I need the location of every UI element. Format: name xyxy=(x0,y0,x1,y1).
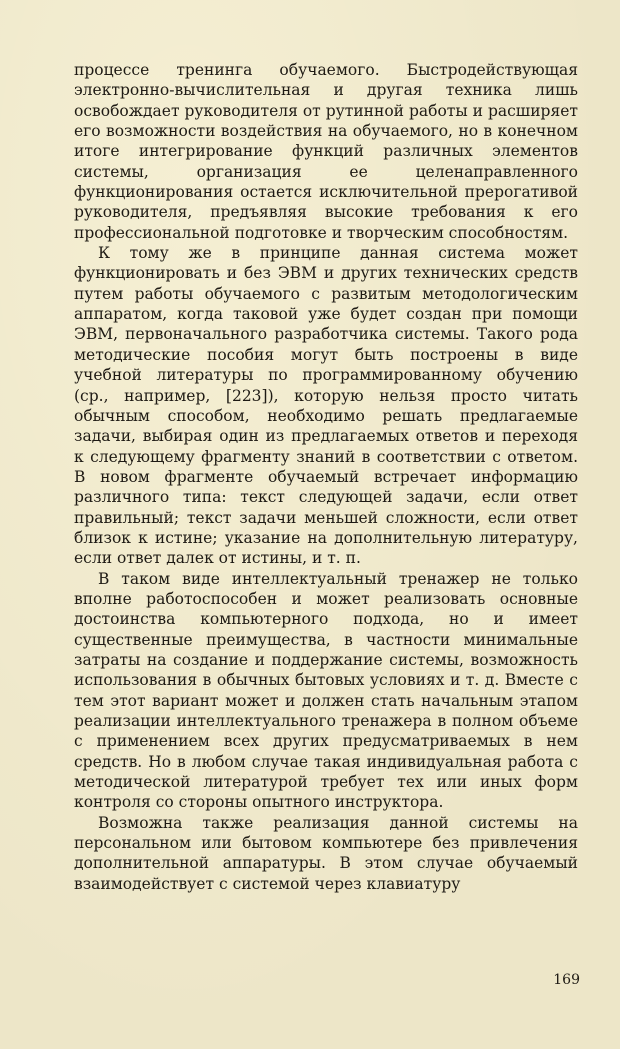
paragraph-3: В таком виде интеллектуальный тренажер не только вполне работоспособен и может реализовать основные достоинства компьютерного подхода, но и имеет существенные преимущества, в частности минимальные затраты на создание и поддержание системы, возможность использования в обычных бытовых условиях и т. д. Вместе с тем этот вариант может и должен стать начальным этапом реализации интеллектуального тренажера в полном объеме с применением всех других предусматриваемых в нем средств. Но в любом случае такая индивидуальная работа с методической литературой требует тех или иных форм контроля со стороны опытного инструктора. xyxy=(74,569,578,812)
paragraph-4: Возможна также реализация данной системы на персональном или бытовом компьютере без привлечения дополнительной аппаратуры. В этом случае обучаемый взаимодействует с системой через клавиатуру xyxy=(74,813,578,893)
paragraph-2: К тому же в принципе данная система может функционировать и без ЭВМ и других технических средств путем работы обучаемого с развитым методологическим аппаратом, когда таковой уже будет создан при помощи ЭВМ, первоначального разработчика системы. Такого рода методические пособия могут быть построены в виде учебной литературы по программированному обучению (ср., например, [223]), которую нельзя просто читать обычным способом, необходимо решать предлагаемые задачи, выбирая один из предлагаемых ответов и переходя к следующему фрагменту знаний в соответствии с ответом. В новом фрагменте обучаемый встречает информацию различного типа: текст следующей задачи, если ответ правильный; текст задачи меньшей сложности, если ответ близок к истине; указание на дополнительную литературу, если ответ далек от истины, и т. п. xyxy=(74,244,578,568)
page-number: 169 xyxy=(553,972,580,988)
paragraph-1: процессе тренинга обучаемого. Быстродействующая электронно-вычислительная и другая техника лишь освобождает руководителя от рутинной работы и расширяет его возможности воздействия на обучаемого, но в конечном итоге интегрирование функций различных элементов системы, организация ее целенаправленного функционирования остается исключительной прерогативой руководителя, предъявляя высокие требования к его профессиональной подготовке и творческим способностям. xyxy=(74,61,578,242)
body-text xyxy=(74,60,578,894)
